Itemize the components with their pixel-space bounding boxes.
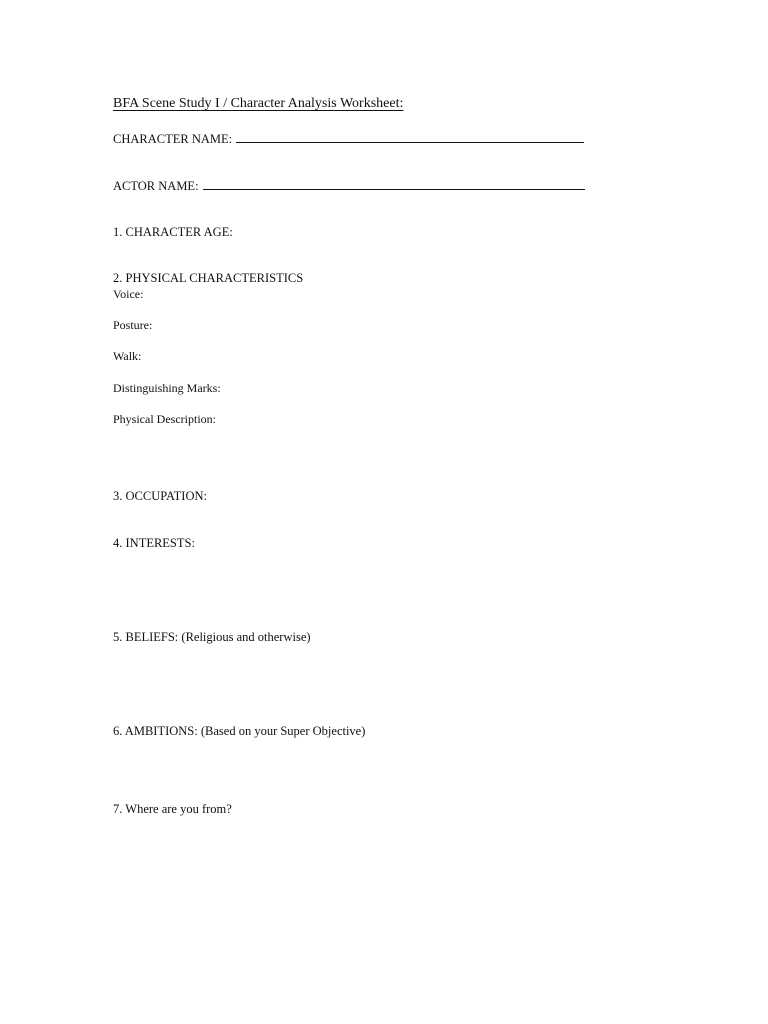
beliefs-label: 5. BELIEFS: (Religious and otherwise) bbox=[113, 630, 311, 644]
walk-label: Walk: bbox=[113, 349, 142, 363]
character-age-label: 1. CHARACTER AGE: bbox=[113, 225, 233, 239]
origin-question: 7. Where are you from? bbox=[113, 802, 232, 816]
character-name-row bbox=[113, 130, 584, 147]
physical-characteristics-heading: 2. PHYSICAL CHARACTERISTICS bbox=[113, 271, 304, 285]
character-name-label: CHARACTER NAME: bbox=[113, 132, 233, 146]
physical-description-label: Physical Description: bbox=[113, 412, 216, 426]
interests-label: 4. INTERESTS: bbox=[113, 536, 195, 550]
distinguishing-marks-label: Distinguishing Marks: bbox=[113, 381, 221, 395]
actor-name-row bbox=[113, 177, 585, 194]
character-name-blank[interactable] bbox=[236, 130, 584, 143]
posture-label: Posture: bbox=[113, 318, 153, 332]
actor-name-blank[interactable] bbox=[203, 177, 585, 190]
ambitions-label: 6. AMBITIONS: (Based on your Super Objective) bbox=[113, 724, 366, 738]
worksheet-title: BFA Scene Study I / Character Analysis Worksheet: bbox=[113, 96, 404, 111]
actor-name-label: ACTOR NAME: bbox=[113, 179, 199, 193]
voice-label: Voice: bbox=[113, 287, 144, 301]
occupation-label: 3. OCCUPATION: bbox=[113, 489, 208, 503]
